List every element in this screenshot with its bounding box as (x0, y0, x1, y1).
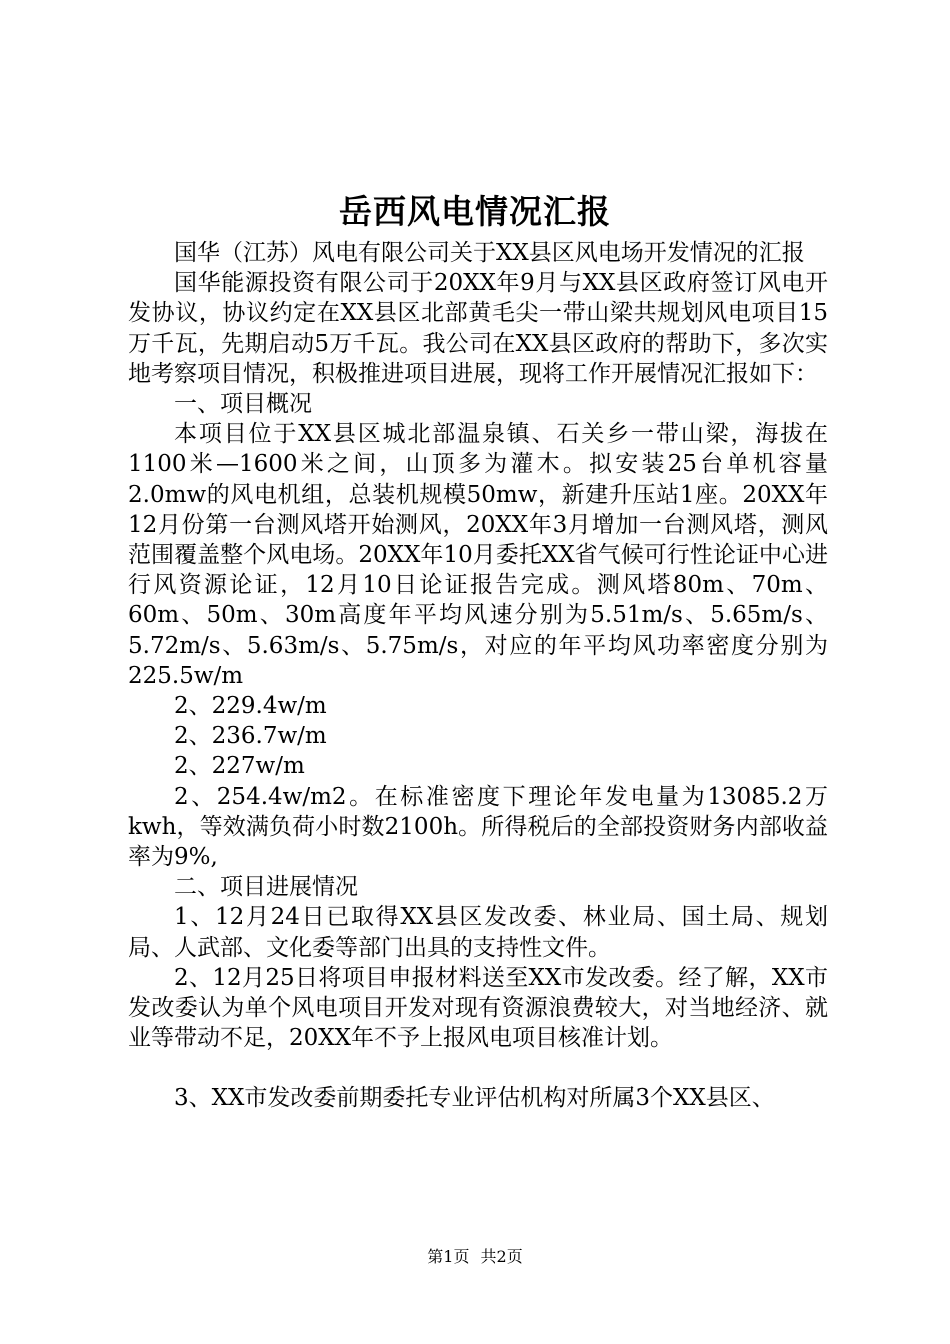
paragraph-progress-3: 3、XX市发改委前期委托专业评估机构对所属3个XX县区、 (174, 1085, 775, 1112)
page-total: 共2页 (480, 1247, 523, 1266)
document-title: 岳西风电情况汇报 (339, 192, 611, 231)
section-heading-progress: 二、项目进展情况 (174, 874, 358, 901)
paragraph-overview: 本项目位于XX县区城北部温泉镇、石关乡一带山梁，海拔在1100米—1600米之间，山顶多为灌木。拟安装25台单机容量2.0mw的风电机组，总装机规模50mw，新建升压站1座。20XX年12月份第一台测风塔开始测风，20XX年3月增加一台测风塔，测风范围覆盖整个风电场。20XX年10月委托XX省气候可行性论证中心进行风资源论证，12月10日论证报告完成。测风塔80m、70m、60m、50m、30m高度年平均风速分别为5.51m/s、5.65m/s、5.72m/s、5.63m/s、5.75m/s，对应的年平均风功率密度分别为225.5w/m (128, 421, 828, 689)
paragraph-progress-2: 2、12月25日将项目申报材料送至XX市发改委。经了解，XX市发改委认为单个风电项目开发对现有资源浪费较大，对当地经济、就业等带动不足，20XX年不予上报风电项目核准计划。 (128, 964, 828, 1052)
paragraph-density-3: 2、236.7w/m (174, 723, 327, 750)
page-footer (0, 1244, 950, 1267)
paragraph-gap (128, 1053, 828, 1083)
paragraph-density-4: 2、227w/m (174, 753, 305, 780)
document-body (128, 238, 828, 1114)
paragraph-heading-line: 国华（江苏）风电有限公司关于XX县区风电场开发情况的汇报 (174, 240, 805, 266)
paragraph-density-2: 2、229.4w/m (174, 693, 327, 720)
section-heading-overview: 一、项目概况 (174, 391, 312, 418)
page-number: 第1页 (427, 1247, 470, 1266)
paragraph-intro: 国华能源投资有限公司于20XX年9月与XX县区政府签订风电开发协议，协议约定在XX县区北部黄毛尖一带山梁共规划风电项目15万千瓦，先期启动5万千瓦。我公司在XX县区政府的帮助下，多次实地考察项目情况，积极推进项目进展，现将工作开展情况汇报如下： (128, 270, 828, 387)
paragraph-density-5: 2、254.4w/m2。在标准密度下理论年发电量为13085.2万kwh，等效满负荷小时数2100h。所得税后的全部投资财务内部收益率为9%, (128, 783, 828, 871)
paragraph-progress-1: 1、12月24日已取得XX县区发改委、林业局、国土局、规划局、人武部、文化委等部门出具的支持性文件。 (128, 904, 828, 961)
